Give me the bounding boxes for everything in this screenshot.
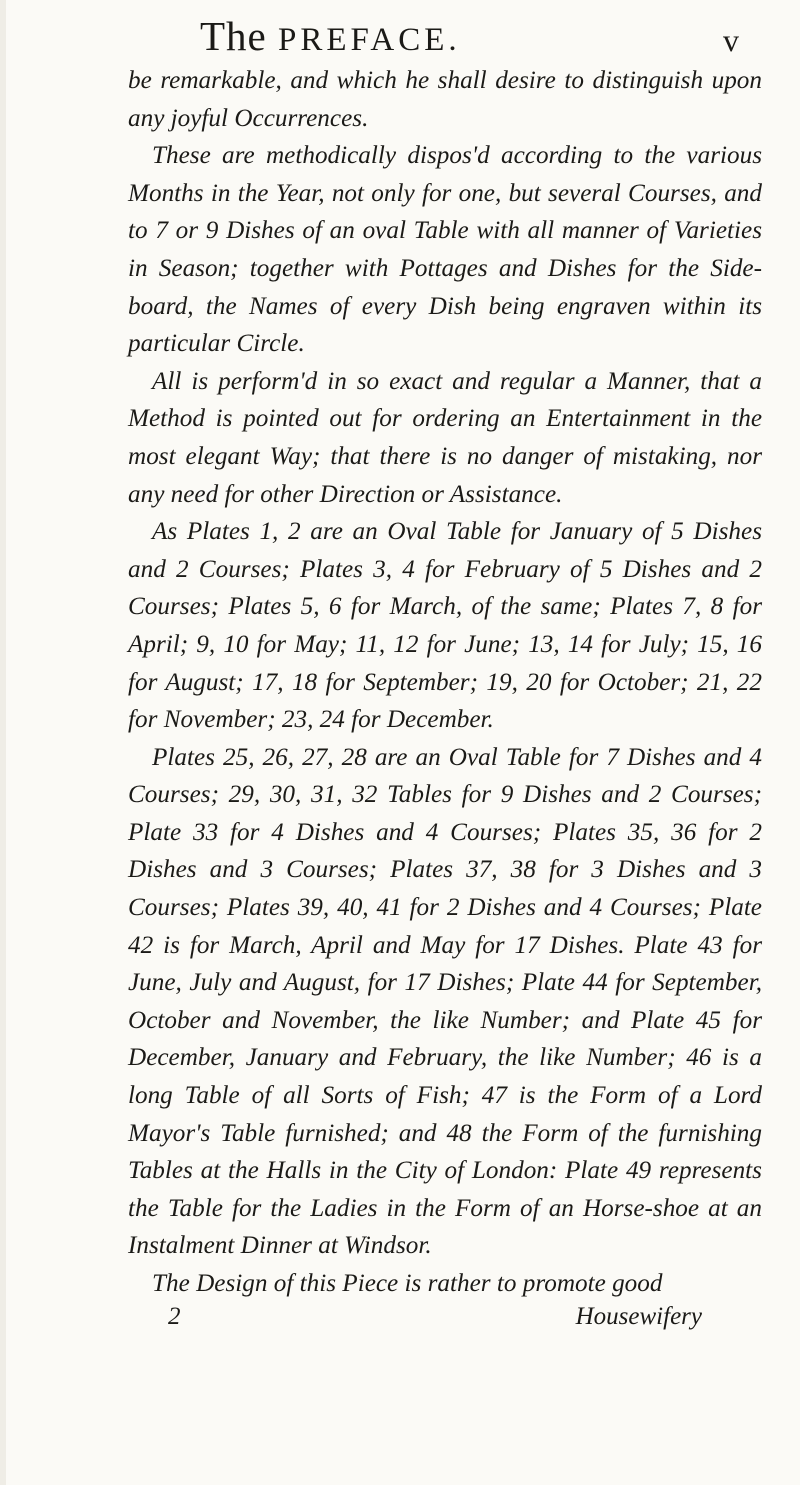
paragraph-6: The Design of this Piece is rather to promote good xyxy=(152,1270,663,1297)
body-text xyxy=(128,62,762,1303)
running-title-preface: PREFACE. xyxy=(278,22,461,58)
signature-mark: 2 xyxy=(168,1302,181,1330)
paragraph-5: Plates 25, 26, 27, 28 are an Oval Table for 7 Dishes and 4 Courses; 29, 30, 31, 32 Tables for 9 Dishes and 2 Courses; Plate 33 for 4 Dishes and 4 Courses; Plates 35, 36 for 2 Dishes and 3 Courses; Plates 37, 38 for 3 Dishes and 3 Courses; Plates 39, 40, 41 for 2 Dishes and 4 Courses; Plate 42 is for March, April and May for 17 Dishes. Plate 43 for June, July and August, for 17 Dishes; Plate 44 for September, October and November, the like Number; and Plate 45 for December, January and February, the like Number; 46 is a long Table of all Sorts of Fish; 47 is the Form of a Lord Mayor's Table furnished; and 48 the Form of the furnishing Tables at the Halls in the City of London: Plate 49 represents the Table for the Ladies in the Form of an Horse-shoe at an Instalment Dinner at Windsor. xyxy=(128,743,762,1260)
page-number: v xyxy=(723,22,740,58)
running-title-the: The xyxy=(200,13,278,59)
running-title xyxy=(200,10,461,66)
paragraph-3: All is perform'd in so exact and regular a Manner, that a Method is pointed out for ordering an Entertainment in the most elegant Way; that there is no danger of mistaking, nor any need for other Direction or Assistance. xyxy=(128,367,762,508)
catchword: Housewifery xyxy=(575,1302,702,1330)
page-footer xyxy=(128,1303,762,1339)
paragraph-1: be remarkable, and which he shall desire to distinguish upon any joyful Occurrences. xyxy=(128,67,762,132)
paragraph-2: These are methodically dispos'd according to the various Months in the Year, not only for one, but several Courses, and to 7 or 9 Dishes of an oval Table with all manner of Varieties in Season; together with Pottages and Dishes for the Side-board, the Names of every Dish being engraven within its particular Circle. xyxy=(128,142,762,358)
running-header xyxy=(128,10,762,62)
paragraph-4: As Plates 1, 2 are an Oval Table for January of 5 Dishes and 2 Courses; Plates 3, 4 for February of 5 Dishes and 2 Courses; Plates 5, 6 for March, of the same; Plates 7, 8 for April; 9, 10 for May; 11, 12 for June; 13, 14 for July; 15, 16 for August; 17, 18 for September; 19, 20 for October; 21, 22 for November; 23, 24 for December. xyxy=(128,518,762,734)
